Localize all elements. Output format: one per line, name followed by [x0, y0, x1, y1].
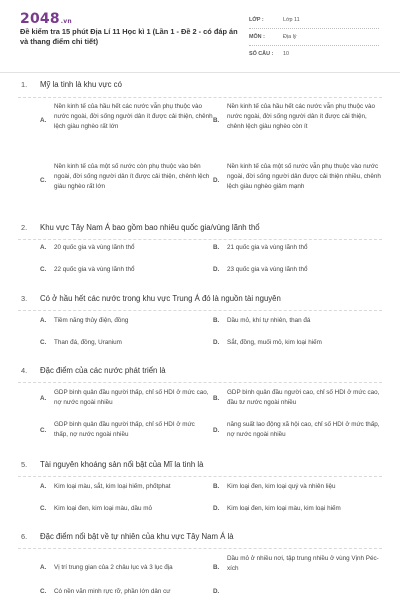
- option-letter: A.: [40, 395, 47, 402]
- option-letter: C.: [40, 266, 47, 273]
- option-text: GDP bình quân đầu người cao, chỉ số HDI ở mức cao, đầu tư nước ngoài nhiều: [227, 389, 380, 406]
- question-text: Đặc điểm của các nước phát triển là: [40, 366, 166, 375]
- meta-value: 10: [283, 51, 289, 57]
- option-text: 20 quốc gia và vùng lãnh thổ: [54, 244, 135, 251]
- option-text: Nền kinh tế của một số nước còn phụ thuộc vào bên ngoài, đời sống người dân ít được cải thiện, chênh lệch giàu nghèo rất lớn: [54, 163, 210, 190]
- option-letter: B.: [213, 244, 220, 251]
- option-letter: D.: [213, 505, 220, 512]
- option-text: Nền kinh tế của hầu hết các nước vẫn phụ thuộc vào nước ngoài, đời sống người dân ít được cải thiện, chênh lệch giàu nghèo còn ít: [227, 103, 376, 130]
- option-letter: B.: [213, 564, 220, 571]
- option-text: Nền kinh tế của hầu hết các nước vẫn phụ thuộc vào nước ngoài, đời sống người dân ít được cải thiện, chênh lệch giàu nghèo rất lớn: [54, 103, 213, 130]
- quiz-meta-panel: [249, 12, 379, 62]
- question-title: [0, 366, 400, 381]
- question-2: [0, 223, 400, 285]
- question-divider: [18, 548, 382, 549]
- option-letter: D.: [213, 427, 220, 434]
- option-text: Tiềm năng thủy điện, đồng: [54, 317, 129, 324]
- question-4: [0, 366, 400, 454]
- logo-suffix: .vn: [60, 18, 72, 25]
- option-letter: B.: [213, 395, 220, 402]
- question-number: 4.: [21, 366, 28, 375]
- question-divider: [18, 476, 382, 477]
- meta-key: LỚP :: [249, 17, 264, 23]
- option-letter: A.: [40, 564, 47, 571]
- question-number: 2.: [21, 223, 28, 232]
- question-title: [0, 460, 400, 475]
- option-letter: C.: [40, 588, 47, 595]
- quiz-title: Đề kiểm tra 15 phút Địa Lí 11 Học kì 1 (Lần 1 - Đề 2 - có đáp án và thang điểm chi tiết): [20, 27, 238, 46]
- option-letter: B.: [213, 317, 220, 324]
- meta-key: SỐ CÂU :: [249, 51, 274, 57]
- meta-key: MÔN :: [249, 34, 265, 40]
- option-text: Vị trí trung gian của 2 châu lục và 3 lục địa: [54, 564, 173, 571]
- question-divider: [18, 239, 382, 240]
- option-text: GDP bình quân đầu người thấp, chỉ số HDI ở mức cao, nợ nước ngoài nhiều: [54, 389, 209, 406]
- question-divider: [18, 310, 382, 311]
- question-title: [0, 532, 400, 547]
- option-letter: A.: [40, 117, 47, 124]
- question-number: 3.: [21, 294, 28, 303]
- option-text: Dầu mỏ, khí tự nhiên, than đá: [227, 317, 311, 324]
- question-divider: [18, 97, 382, 98]
- question-text: Khu vực Tây Nam Á bao gồm bao nhiêu quốc gia/vùng lãnh thổ: [40, 223, 260, 232]
- question-title: [0, 294, 400, 309]
- option-text: Sắt, đồng, muối mỏ, kim loại hiếm: [227, 339, 322, 346]
- option-letter: A.: [40, 483, 47, 490]
- option-letter: A.: [40, 244, 47, 251]
- option-text: Kim loại màu, sắt, kim loại hiếm, phốtphat: [54, 483, 171, 490]
- question-text: Mỹ la tinh là khu vực có: [40, 80, 122, 89]
- header-divider: [0, 72, 400, 73]
- question-text: Tài nguyên khoáng sản nổi bật của Mĩ la tinh là: [40, 460, 204, 469]
- option-text: năng suất lao động xã hội cao, chỉ số HDI ở mức thấp, nợ nước ngoài nhiều: [227, 421, 380, 438]
- question-3: [0, 294, 400, 356]
- question-text: Có ở hầu hết các nước trong khu vực Trung Á đó là nguồn tài nguyên: [40, 294, 281, 303]
- option-text: GDP bình quân đầu người thấp, chỉ số HDI ở mức thấp, nợ nước ngoài nhiều: [54, 421, 195, 438]
- option-letter: A.: [40, 317, 47, 324]
- meta-row-question-count: [249, 46, 379, 62]
- option-text: Than đá, đồng, Uranium: [54, 339, 122, 346]
- question-number: 5.: [21, 460, 28, 469]
- option-text: Dầu mỏ ở nhiều nơi, tập trung nhiều ở vùng Vịnh Péc-xích: [227, 555, 379, 572]
- option-text: Kim loại đen, kim loại màu, kim loại hiếm: [227, 505, 341, 512]
- page-header: [0, 0, 400, 64]
- site-logo[interactable]: [20, 11, 72, 27]
- meta-row-class: [249, 12, 379, 29]
- option-letter: C.: [40, 505, 47, 512]
- meta-value: Địa lý: [283, 34, 297, 40]
- question-5: [0, 460, 400, 522]
- option-letter: C.: [40, 177, 47, 184]
- option-text: 21 quốc gia và vùng lãnh thổ: [227, 244, 308, 251]
- question-number: 1.: [21, 80, 28, 89]
- option-text: 22 quốc gia và vùng lãnh thổ: [54, 266, 135, 273]
- option-text: Kim loại đen, kim loại quý và nhiên liệu: [227, 483, 336, 490]
- option-letter: B.: [213, 117, 220, 124]
- option-text: Kim loại đen, kim loại màu, dầu mỏ: [54, 505, 152, 512]
- option-letter: C.: [40, 339, 47, 346]
- question-title: [0, 80, 400, 95]
- option-letter: C.: [40, 427, 47, 434]
- question-text: Đặc điểm nổi bật về tự nhiên của khu vực Tây Nam Á là: [40, 532, 234, 541]
- option-letter: D.: [213, 588, 220, 595]
- option-letter: D.: [213, 339, 220, 346]
- option-text: 23 quốc gia và vùng lãnh thổ: [227, 266, 308, 273]
- option-text: Nền kinh tế của một số nước vẫn phụ thuộc vào nước ngoài, đời sống người dân được cải thiện nhiều, chênh lệch giàu nghèo giảm mạnh: [227, 163, 381, 190]
- option-letter: B.: [213, 483, 220, 490]
- meta-value: Lớp 11: [283, 17, 300, 23]
- question-number: 6.: [21, 532, 28, 541]
- option-letter: D.: [213, 266, 220, 273]
- meta-row-subject: [249, 29, 379, 46]
- logo-text: 2048: [20, 11, 60, 27]
- question-6: [0, 532, 400, 600]
- question-divider: [18, 382, 382, 383]
- option-letter: D.: [213, 177, 220, 184]
- question-title: [0, 223, 400, 238]
- question-1: [0, 80, 400, 220]
- option-text: Có nền văn minh rực rỡ, phần lớn dân cư: [54, 588, 171, 595]
